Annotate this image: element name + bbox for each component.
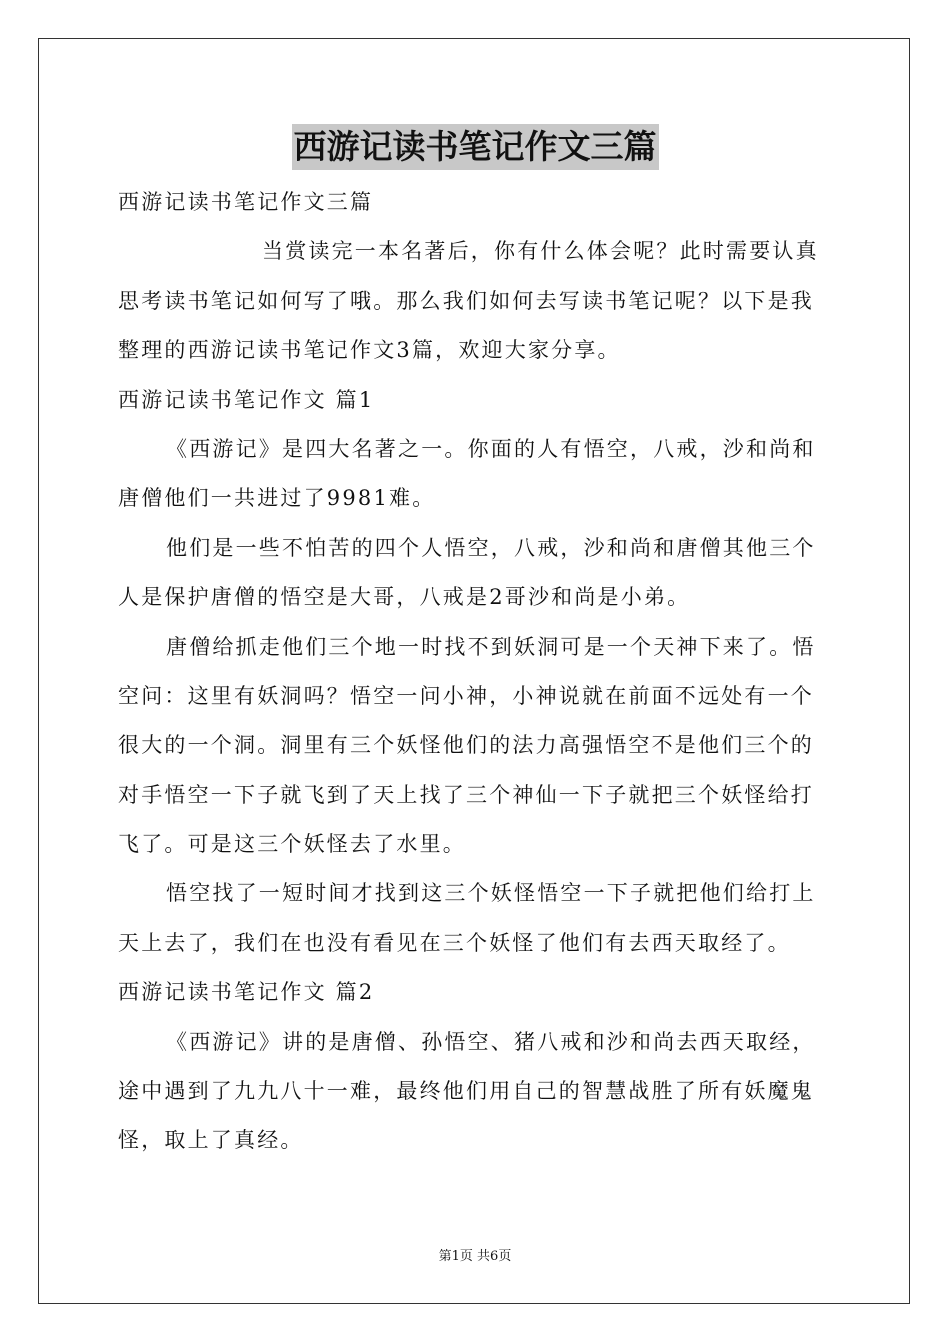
section-heading-2: 西游记读书笔记作文 篇2 [118, 980, 375, 1005]
paragraph-line: 整理的西游记读书笔记作文3篇，欢迎大家分享。 [118, 338, 621, 363]
paragraph-line: 思考读书笔记如何写了哦。那么我们如何去写读书笔记呢？以下是我 [118, 288, 814, 313]
paragraph-line: 他们是一些不怕苦的四个人悟空，八戒，沙和尚和唐僧其他三个 [166, 535, 816, 560]
subtitle-line: 西游记读书笔记作文三篇 [118, 190, 374, 214]
paragraph-line: 飞了。可是这三个妖怪去了水里。 [118, 832, 466, 857]
paragraph-line: 当赏读完一本名著后，你有什么体会呢？此时需要认真 [262, 239, 819, 264]
document-body [118, 178, 834, 1166]
paragraph-line: 唐僧他们一共进过了9981难。 [118, 486, 436, 511]
document-title: 西游记读书笔记作文三篇 [292, 124, 659, 170]
paragraph-line: 《西游记》讲的是唐僧、孙悟空、猪八戒和沙和尚去西天取经， [166, 1029, 816, 1054]
paragraph-line: 很大的一个洞。洞里有三个妖怪他们的法力高强悟空不是他们三个的 [118, 733, 814, 758]
paragraph-line: 《西游记》是四大名著之一。你面的人有悟空，八戒，沙和尚和 [166, 436, 816, 461]
paragraph-line: 对手悟空一下子就飞到了天上找了三个神仙一下子就把三个妖怪给打 [118, 782, 814, 807]
section-heading-1: 西游记读书笔记作文 篇1 [118, 387, 375, 412]
paragraph-line: 空问：这里有妖洞吗？悟空一问小神，小神说就在前面不远处有一个 [118, 683, 814, 708]
paragraph-line: 唐僧给抓走他们三个地一时找不到妖洞可是一个天神下来了。悟 [166, 634, 816, 659]
page-footer: 第1页 共6页 [438, 1249, 512, 1264]
title-container [0, 124, 950, 170]
paragraph-line: 怪，取上了真经。 [118, 1128, 304, 1153]
paragraph-line: 途中遇到了九九八十一难，最终他们用自己的智慧战胜了所有妖魔鬼 [118, 1079, 814, 1104]
paragraph-line: 人是保护唐僧的悟空是大哥，八戒是2哥沙和尚是小弟。 [118, 585, 691, 610]
paragraph-line: 天上去了，我们在也没有看见在三个妖怪了他们有去西天取经了。 [118, 930, 791, 955]
paragraph-line: 悟空找了一短时间才找到这三个妖怪悟空一下子就把他们给打上 [166, 881, 816, 906]
